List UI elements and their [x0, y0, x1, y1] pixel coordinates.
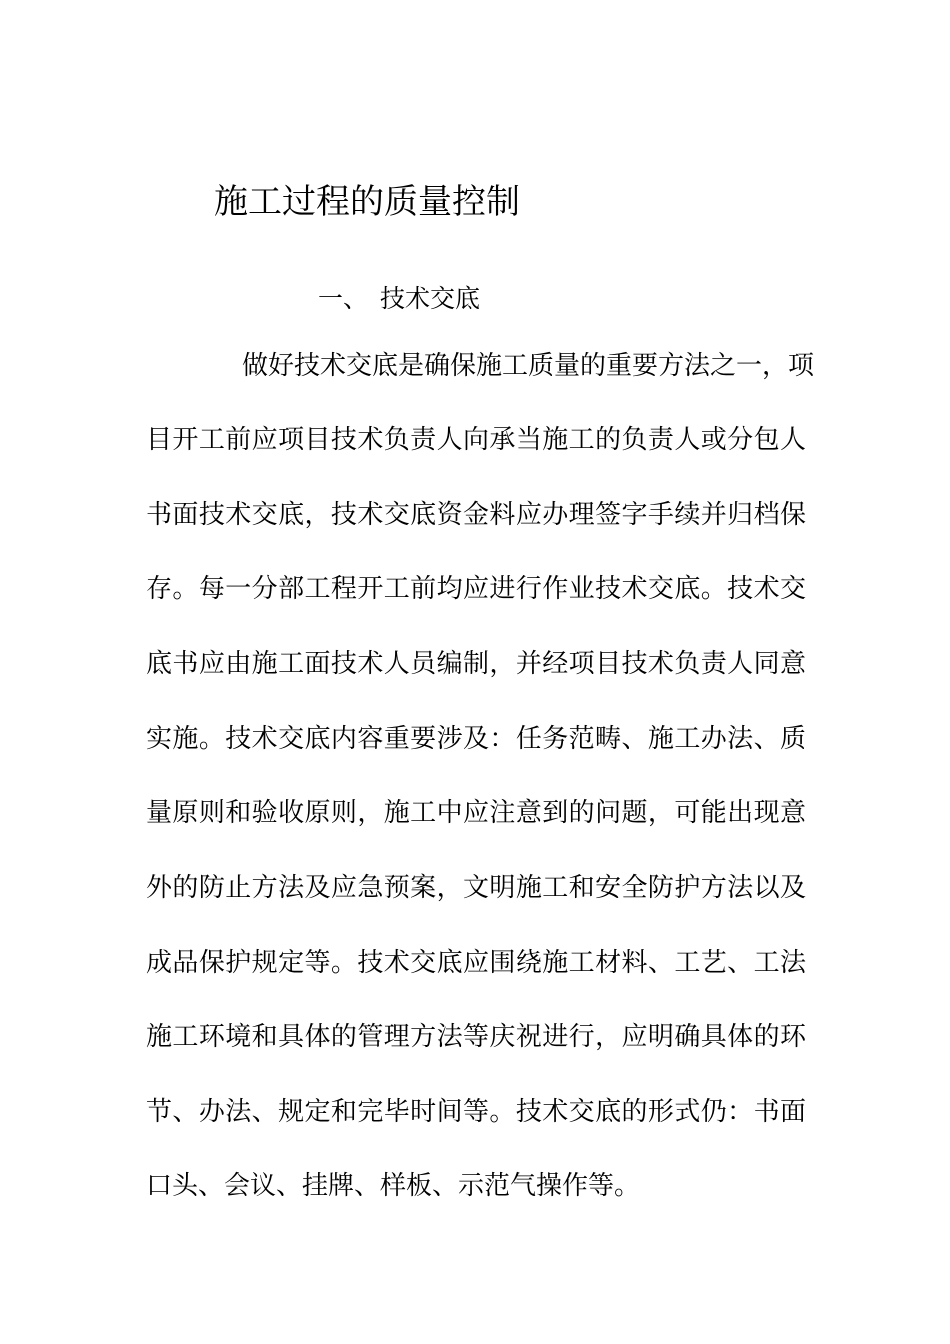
- paragraph-line: 成品保护规定等。技术交底应围绕施工材料、工艺、工法: [146, 948, 806, 978]
- document-title: 施工过程的质量控制: [214, 182, 520, 222]
- paragraph-line: 书面技术交底，技术交底资金料应办理签字手续并归档保: [146, 500, 806, 530]
- paragraph-line: 实施。技术交底内容重要涉及：任务范畴、施工办法、质: [146, 724, 806, 754]
- paragraph-line: 量原则和验收原则，施工中应注意到的问题，可能出现意: [146, 798, 806, 828]
- paragraph-line: 口头、会议、挂牌、样板、示范气操作等。: [146, 1171, 641, 1201]
- paragraph-line: 做好技术交底是确保施工质量的重要方法之一，项: [242, 351, 815, 381]
- section-heading: [318, 282, 480, 316]
- paragraph-line: 目开工前应项目技术负责人向承当施工的负责人或分包人: [146, 425, 806, 455]
- paragraph-line: 存。每一分部工程开工前均应进行作业技术交底。技术交: [146, 574, 806, 604]
- section-number: 一、: [318, 284, 369, 313]
- paragraph-line: 底书应由施工面技术人员编制，并经项目技术负责人同意: [146, 649, 806, 679]
- paragraph-line: 施工环境和具体的管理方法等庆祝进行，应明确具体的环: [146, 1022, 806, 1052]
- paragraph-line: 外的防止方法及应急预案，文明施工和安全防护方法以及: [146, 873, 806, 903]
- section-title: 技术交底: [380, 284, 481, 313]
- paragraph-line: 节、办法、规定和完毕时间等。技术交底的形式仍：书面: [146, 1097, 806, 1127]
